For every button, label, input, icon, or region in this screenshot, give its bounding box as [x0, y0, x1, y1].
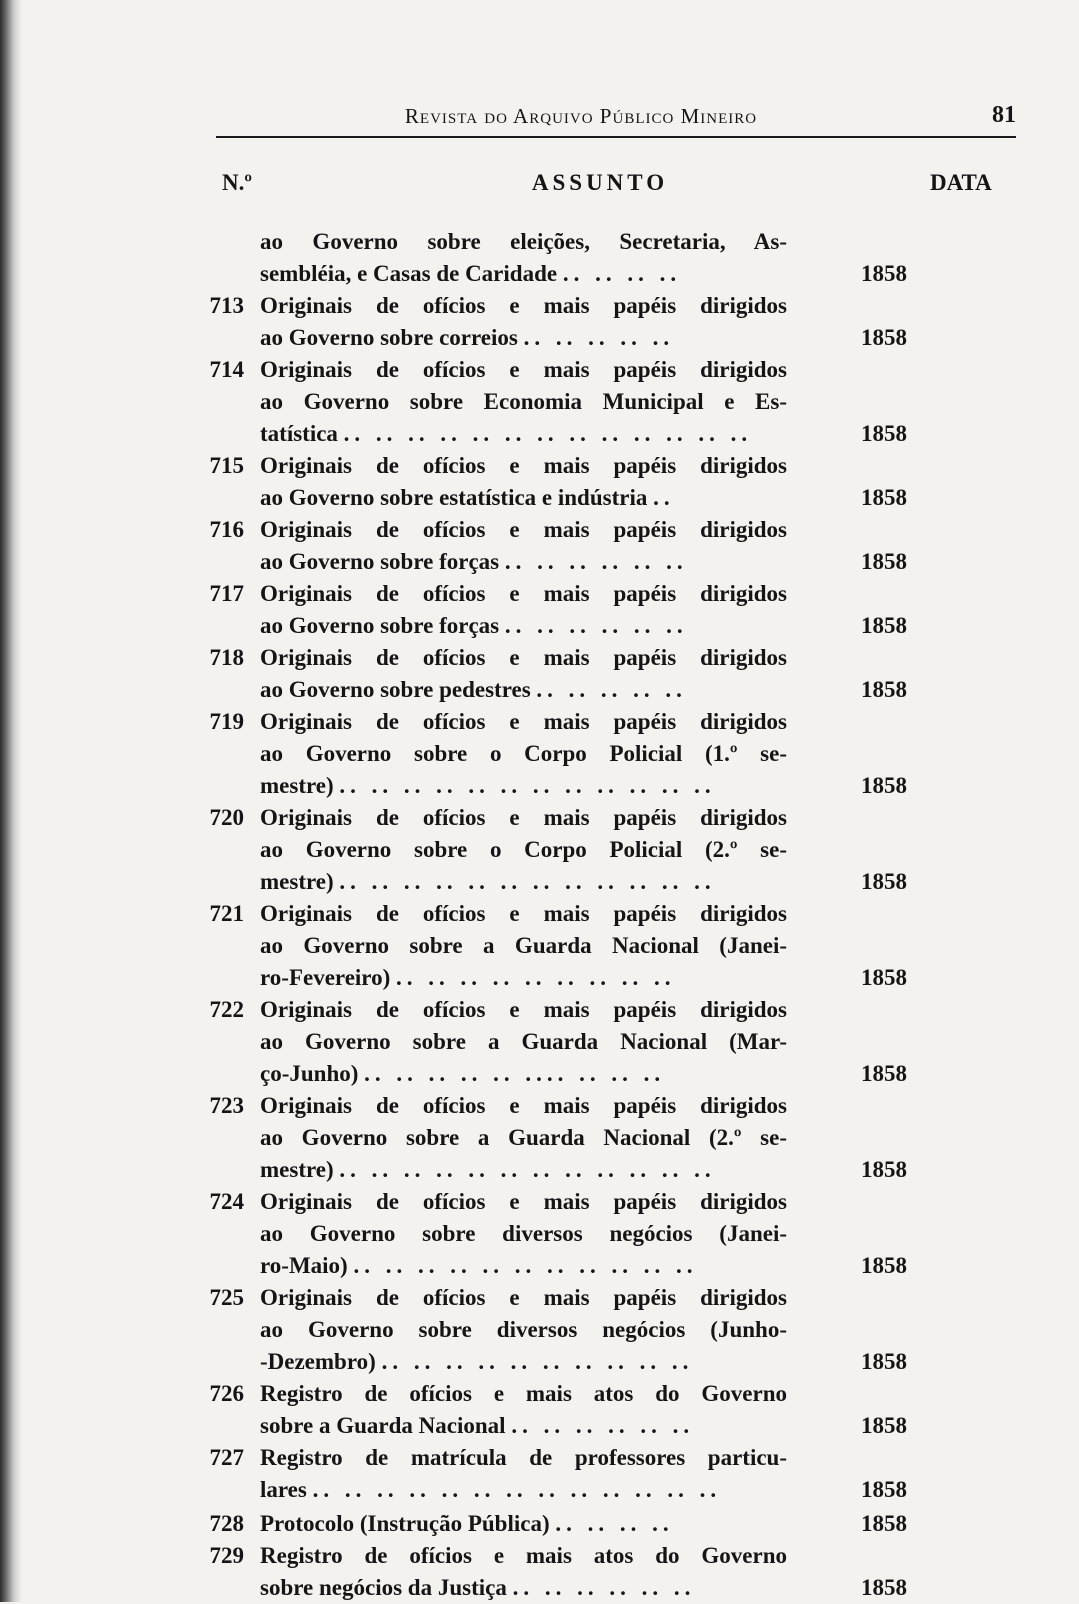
entry-subject-line: sobre negócios da Justiça .. .. .. .. .. ..	[260, 1575, 696, 1600]
entry-subject-line: ço-Junho) .. .. .. .. .. .... .. .. ..	[260, 1061, 666, 1086]
catalogue-entry	[0, 578, 1079, 642]
catalogue-entry	[0, 706, 1079, 802]
entry-subject	[260, 1378, 787, 1442]
entry-number: 727	[209, 1445, 244, 1470]
entry-subject	[260, 1508, 787, 1540]
entry-number: 718	[209, 645, 244, 670]
entry-subject-line: Originais de ofícios e mais papéis dirigidos	[260, 709, 787, 734]
entry-subject-line: ro-Fevereiro) .. .. .. .. .. .. .. .. ..	[260, 965, 676, 990]
entry-subject-line: Originais de ofícios e mais papéis dirigidos	[260, 357, 787, 382]
catalogue-entry	[0, 898, 1079, 994]
entry-number: 726	[209, 1381, 244, 1406]
leader-dots: .. .. .. .. .. .. .. .. .. ..	[381, 1349, 694, 1374]
entry-number: 722	[209, 997, 244, 1022]
entry-subject	[260, 514, 787, 578]
entry-subject-line: Registro de ofícios e mais atos do Governo	[260, 1381, 787, 1406]
page-number: 81	[992, 102, 1016, 128]
catalogue-entry	[0, 994, 1079, 1090]
entry-date: 1858	[861, 773, 907, 798]
entry-subject-line: ao Governo sobre a Guarda Nacional (Mar-	[260, 1029, 787, 1054]
catalogue-entry	[0, 1090, 1079, 1186]
entry-number: 720	[209, 805, 244, 830]
running-head	[216, 100, 1016, 138]
entry-date: 1858	[861, 1511, 907, 1536]
entry-subject	[260, 1090, 787, 1186]
entry-number: 716	[209, 517, 244, 542]
entry-subject-line: Originais de ofícios e mais papéis dirigidos	[260, 645, 787, 670]
catalogue-entry	[0, 802, 1079, 898]
leader-dots: .. .. .. .. .. ..	[511, 1413, 695, 1438]
entry-subject	[260, 354, 787, 450]
catalogue-entry	[0, 450, 1079, 514]
entry-subject	[260, 802, 787, 898]
leader-dots: .. .. .. .. .. .. .. .. .. .. .. .. ..	[312, 1477, 722, 1502]
leader-dots: .. .. .. .. .. .. .. .. .. .. .. .. ..	[343, 421, 753, 446]
leader-dots: .. .. .. .. .. .. .. .. .. .. .. ..	[339, 869, 716, 894]
entry-subject-line: Registro de matrícula de professores particu-	[260, 1445, 787, 1470]
entry-date: 1858	[861, 485, 907, 510]
entry-subject-line: Originais de ofícios e mais papéis dirigidos	[260, 517, 787, 542]
entry-date: 1858	[861, 965, 907, 990]
entry-number: 714	[209, 357, 244, 382]
entry-date: 1858	[861, 421, 907, 446]
entry-subject-line: ro-Maio) .. .. .. .. .. .. .. .. .. .. ..	[260, 1253, 698, 1278]
entry-number: 724	[209, 1189, 244, 1214]
catalogue-entry	[0, 354, 1079, 450]
entry-subject	[260, 994, 787, 1090]
entry-subject-line: Originais de ofícios e mais papéis dirigidos	[260, 1093, 787, 1118]
entry-subject-line: lares .. .. .. .. .. .. .. .. .. .. .. .. ..	[260, 1477, 722, 1502]
entry-subject-line: Registro de ofícios e mais atos do Governo	[260, 1543, 787, 1568]
leader-dots: .. .. .. .. .. .. .. .. ..	[396, 965, 676, 990]
entry-subject-line: -Dezembro) .. .. .. .. .. .. .. .. .. ..	[260, 1349, 694, 1374]
entry-subject-line: ao Governo sobre pedestres .. .. .. .. ..	[260, 677, 687, 702]
entry-subject-line: Originais de ofícios e mais papéis dirigidos	[260, 997, 787, 1022]
entry-number: 717	[209, 581, 244, 606]
entry-date: 1858	[861, 261, 907, 286]
catalogue-entry	[0, 1540, 1079, 1604]
entry-subject-line: Originais de ofícios e mais papéis dirigidos	[260, 901, 787, 926]
leader-dots: .. .. .. .. .. ..	[504, 549, 688, 574]
entry-subject	[260, 1282, 787, 1378]
entry-subject-line: ao Governo sobre eleições, Secretaria, As-	[260, 229, 787, 254]
entry-date: 1858	[861, 1413, 907, 1438]
entry-subject	[260, 1540, 787, 1604]
catalogue-entry	[0, 514, 1079, 578]
catalogue-entry	[0, 1508, 1079, 1540]
entry-subject-line: ao Governo sobre diversos negócios (Janei-	[260, 1221, 787, 1246]
entry-date: 1858	[861, 1575, 907, 1600]
entry-date: 1858	[861, 1477, 907, 1502]
entry-subject-line: ao Governo sobre forças .. .. .. .. .. ..	[260, 549, 688, 574]
entry-number: 728	[209, 1511, 244, 1536]
leader-dots: .. .. .. ..	[555, 1511, 674, 1536]
leader-dots: .. .. .. .. .. .... .. .. ..	[364, 1061, 666, 1086]
entry-number: 729	[209, 1543, 244, 1568]
entry-subject	[260, 898, 787, 994]
entry-subject	[260, 450, 787, 514]
leader-dots: .. .. .. .. .. .. .. .. .. .. ..	[353, 1253, 698, 1278]
entry-subject	[260, 226, 787, 290]
entry-subject-line: Originais de ofícios e mais papéis dirigidos	[260, 805, 787, 830]
entry-subject-line: ao Governo sobre forças .. .. .. .. .. ..	[260, 613, 688, 638]
entry-number: 721	[209, 901, 244, 926]
entry-subject	[260, 642, 787, 706]
entry-date: 1858	[861, 1253, 907, 1278]
leader-dots: ..	[653, 485, 675, 510]
entry-number: 723	[209, 1093, 244, 1118]
column-header-date: DATA	[930, 170, 992, 195]
entry-subject-line: Originais de ofícios e mais papéis dirigidos	[260, 1285, 787, 1310]
entry-subject-line: mestre) .. .. .. .. .. .. .. .. .. .. .. ..	[260, 1157, 716, 1182]
catalogue-entry	[0, 1282, 1079, 1378]
entry-subject	[260, 1186, 787, 1282]
entry-subject-line: Originais de ofícios e mais papéis dirigidos	[260, 293, 787, 318]
catalogue-entry	[0, 226, 1079, 290]
catalogue-entry	[0, 290, 1079, 354]
leader-dots: .. .. .. .. ..	[536, 677, 687, 702]
entry-subject	[260, 1442, 787, 1506]
entry-subject-line: sembléia, e Casas de Caridade .. .. .. ..	[260, 261, 682, 286]
entry-subject-line: Protocolo (Instrução Pública) .. .. .. ..	[260, 1511, 674, 1536]
entry-subject-line: ao Governo sobre estatística e indústria ..	[260, 485, 675, 510]
leader-dots: .. .. .. .. .. .. .. .. .. .. .. ..	[339, 773, 716, 798]
journal-title: Revista do Arquivo Público Mineiro	[404, 104, 758, 128]
entry-subject	[260, 290, 787, 354]
entry-date: 1858	[861, 325, 907, 350]
entry-number: 719	[209, 709, 244, 734]
column-header-subject: ASSUNTO	[531, 170, 669, 195]
entry-subject-line: Originais de ofícios e mais papéis dirigidos	[260, 1189, 787, 1214]
entry-date: 1858	[861, 549, 907, 574]
entry-subject-line: mestre) .. .. .. .. .. .. .. .. .. .. .. ..	[260, 773, 716, 798]
entry-subject-line: ao Governo sobre diversos negócios (Junho-	[260, 1317, 787, 1342]
leader-dots: .. .. .. .. .. ..	[504, 613, 688, 638]
entry-date: 1858	[861, 1349, 907, 1374]
catalogue-entry	[0, 1186, 1079, 1282]
entry-subject-line: ao Governo sobre Economia Municipal e Es-	[260, 389, 787, 414]
catalogue-entry	[0, 642, 1079, 706]
entry-date: 1858	[861, 1061, 907, 1086]
leader-dots: .. .. .. ..	[562, 261, 682, 286]
entry-list	[0, 226, 1079, 1604]
entry-subject-line: ao Governo sobre correios .. .. .. .. ..	[260, 325, 675, 350]
entry-date: 1858	[861, 613, 907, 638]
entry-date: 1858	[861, 869, 907, 894]
leader-dots: .. .. .. .. ..	[523, 325, 675, 350]
catalogue-entry	[0, 1378, 1079, 1442]
entry-number: 713	[209, 293, 244, 318]
entry-subject-line: ao Governo sobre o Corpo Policial (2.º se-	[260, 837, 787, 862]
catalogue-entry	[0, 1442, 1079, 1506]
entry-subject-line: ao Governo sobre a Guarda Nacional (Janei-	[260, 933, 787, 958]
entry-number: 725	[209, 1285, 244, 1310]
entry-subject-line: Originais de ofícios e mais papéis dirigidos	[260, 453, 787, 478]
entry-date: 1858	[861, 1157, 907, 1182]
entry-number: 715	[209, 453, 244, 478]
leader-dots: .. .. .. .. .. ..	[512, 1575, 696, 1600]
entry-subject-line: ao Governo sobre o Corpo Policial (1.º se-	[260, 741, 787, 766]
leader-dots: .. .. .. .. .. .. .. .. .. .. .. ..	[339, 1157, 716, 1182]
entry-subject-line: sobre a Guarda Nacional .. .. .. .. .. ..	[260, 1413, 695, 1438]
entry-subject-line: ao Governo sobre a Guarda Nacional (2.º se-	[260, 1125, 787, 1150]
entry-subject-line: mestre) .. .. .. .. .. .. .. .. .. .. .. ..	[260, 869, 716, 894]
entry-subject	[260, 706, 787, 802]
entry-date: 1858	[861, 677, 907, 702]
entry-subject-line: tatística .. .. .. .. .. .. .. .. .. .. .. .. ..	[260, 421, 753, 446]
column-header-number: N.º	[222, 170, 252, 195]
entry-subject	[260, 578, 787, 642]
entry-subject-line: Originais de ofícios e mais papéis dirigidos	[260, 581, 787, 606]
